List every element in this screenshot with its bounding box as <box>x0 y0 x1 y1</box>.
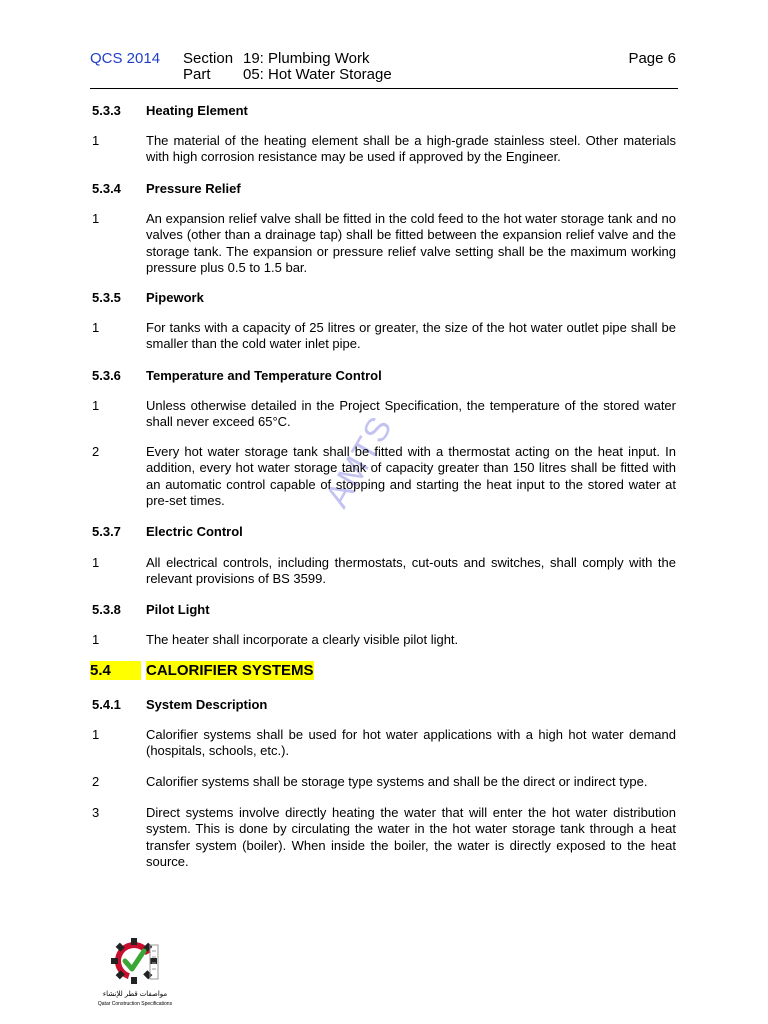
clause-text: The heater shall incorporate a clearly visible pilot light. <box>146 632 459 647</box>
header-part-key: Part <box>183 66 211 83</box>
header-section-line <box>183 50 369 67</box>
clause-number: 2 <box>92 444 100 459</box>
heading-title: Heating Element <box>146 103 248 118</box>
clause-text: Direct systems involve directly heating the water that will enter the hot water distribution system. This is done by circulating the water in the hot water storage tank through a heat transfer system (boiler). When inside the boiler, the water is directly exposed to the heat source. <box>146 805 676 870</box>
clause-number: 1 <box>92 133 100 148</box>
heading-title: System Description <box>146 697 268 712</box>
clause-5-3-6-1 <box>92 398 676 431</box>
gear-check-icon <box>110 935 162 987</box>
clause-text: For tanks with a capacity of 25 litres or greater, the size of the hot water outlet pipe shall be smaller than the cold water inlet pipe. <box>146 320 676 352</box>
clause-text: All electrical controls, including thermostats, cut-outs and switches, shall comply with the relevant provisions of BS 3599. <box>146 555 676 587</box>
clause-number: 1 <box>92 727 100 742</box>
clause-number: 1 <box>92 320 100 335</box>
heading-5-3-4 <box>92 181 241 196</box>
clause-text: Calorifier systems shall be storage type systems and shall be the direct or indirect type. <box>146 774 648 789</box>
heading-5-3-7 <box>92 524 243 539</box>
heading-number: 5.4.1 <box>92 697 121 712</box>
heading-number: 5.3.8 <box>92 602 121 617</box>
heading-title: Pipework <box>146 290 204 305</box>
header-section-key: Section <box>183 50 234 67</box>
heading-number: 5.3.5 <box>92 290 121 305</box>
heading-5-3-5 <box>92 290 204 305</box>
section-title: CALORIFIER SYSTEMS <box>146 662 314 679</box>
clause-number: 1 <box>92 211 100 226</box>
header-section-value: 19: Plumbing Work <box>243 50 370 67</box>
section-number: 5.4 <box>90 661 141 680</box>
document-code: QCS 2014 <box>90 50 161 67</box>
clause-5-4-1-1 <box>92 727 676 760</box>
clause-5-4-1-3 <box>92 805 676 871</box>
clause-number: 1 <box>92 632 100 647</box>
clause-5-3-4-1 <box>92 211 676 277</box>
heading-5-3-3 <box>92 103 248 118</box>
clause-number: 3 <box>92 805 100 820</box>
heading-5-4-1 <box>92 697 268 712</box>
clause-5-3-3-1 <box>92 133 676 166</box>
qcs-logo <box>90 935 180 1015</box>
clause-text: The material of the heating element shall be a high-grade stainless steel. Other materials with high corrosion resistance may be used if approved by the Engineer. <box>146 133 676 165</box>
clause-text: Every hot water storage tank shall be fitted with a thermostat acting on the heat input. In addition, every hot water storage tank of capacity greater than 150 litres shall be fitted with an automatic control capable of stopping and starting the heat input to the stored water at pre-set times. <box>146 444 676 509</box>
heading-title: Pilot Light <box>146 602 210 617</box>
clause-text: Calorifier systems shall be used for hot water applications with a high hot water demand (hospitals, schools, etc.). <box>146 727 676 759</box>
clause-5-3-7-1 <box>92 555 676 588</box>
page-number: Page 6 <box>628 50 676 67</box>
heading-title: Electric Control <box>146 524 243 539</box>
clause-5-3-5-1 <box>92 320 676 353</box>
header-part-value: 05: Hot Water Storage <box>243 66 392 83</box>
clause-5-3-6-2 <box>92 444 676 510</box>
heading-title: Temperature and Temperature Control <box>146 368 382 383</box>
watermark: AMTS <box>318 409 401 514</box>
clause-number: 1 <box>92 398 100 413</box>
heading-title: Pressure Relief <box>146 181 241 196</box>
clause-text: Unless otherwise detailed in the Project Specification, the temperature of the stored water shall never exceed 65°C. <box>146 398 676 430</box>
heading-5-3-6 <box>92 368 382 383</box>
heading-number: 5.3.4 <box>92 181 121 196</box>
clause-number: 1 <box>92 555 100 570</box>
clause-text: An expansion relief valve shall be fitted in the cold feed to the hot water storage tank and no valves (other than a drainage tap) shall be fitted between the expansion relief valve and the storage tank. The expansion or pressure relief valve setting shall be the maximum working pressure plus 0.5 to 1.5 bar. <box>146 211 676 276</box>
heading-number: 5.3.6 <box>92 368 121 383</box>
clause-5-4-1-2 <box>92 774 676 790</box>
header-part-line <box>183 66 392 83</box>
heading-number: 5.3.3 <box>92 103 121 118</box>
clause-5-3-8-1 <box>92 632 676 648</box>
heading-number: 5.3.7 <box>92 524 121 539</box>
clause-number: 2 <box>92 774 100 789</box>
logo-english-text: Qatar Construction Specifications <box>97 1001 173 1007</box>
heading-5-3-8 <box>92 602 210 617</box>
logo-arabic-text: مواصفات قطر للإنشاء <box>102 991 168 998</box>
page-header <box>90 50 678 89</box>
